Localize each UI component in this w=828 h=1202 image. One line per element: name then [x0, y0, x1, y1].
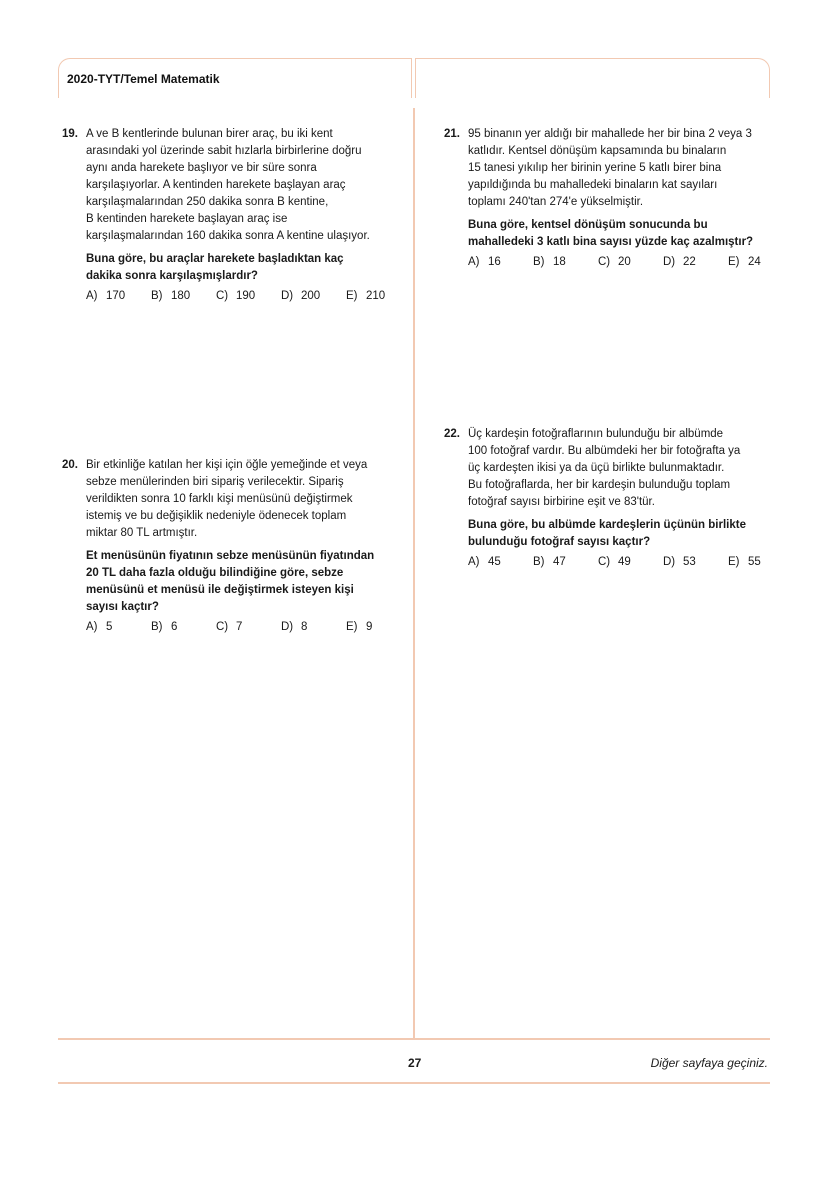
choice-letter: E) [728, 256, 740, 268]
choice-c[interactable] [598, 554, 631, 571]
choice-letter: C) [598, 556, 611, 568]
choice-d[interactable] [663, 254, 696, 271]
question-19 [62, 126, 407, 305]
choice-letter: A) [86, 621, 98, 633]
choice-letter: E) [346, 290, 358, 302]
footer-top-rule [58, 1038, 770, 1040]
choice-d[interactable] [281, 619, 307, 636]
choice-letter: A) [86, 290, 98, 302]
prompt-line: dakika sonra karşılaşmışlardır? [86, 270, 258, 282]
stem-line: sebze menülerinden biri sipariş verilecektir. Sipariş [86, 476, 344, 488]
choice-value: 200 [301, 290, 321, 302]
stem-line: istemiş ve bu değişiklik nedeniyle ödenecek toplam [86, 510, 347, 522]
prompt-line: sayısı kaçtır? [86, 601, 159, 613]
choice-b[interactable] [151, 288, 190, 305]
choice-letter: A) [468, 256, 480, 268]
exam-title: 2020-TYT/Temel Matematik [67, 72, 220, 86]
choice-value: 55 [748, 556, 761, 568]
stem-line: karşılaşıyorlar. A kentinden harekete başlayan araç [86, 179, 346, 191]
choice-value: 22 [683, 256, 696, 268]
stem-line: katlıdır. Kentsel dönüşüm kapsamında bu binaların [468, 145, 727, 157]
prompt-line: Buna göre, kentsel dönüşüm sonucunda bu [468, 219, 708, 231]
choice-letter: E) [728, 556, 740, 568]
choice-b[interactable] [151, 619, 177, 636]
choice-letter: C) [216, 621, 229, 633]
question-number: 22. [444, 428, 460, 440]
prompt-line: mahalledeki 3 katlı bina sayısı yüzde kaç azalmıştır? [468, 236, 754, 248]
column-divider [413, 108, 415, 1038]
question-22 [444, 426, 789, 571]
answer-choices [468, 554, 789, 571]
stem-line: Bu fotoğraflarda, her bir kardeşin bulunduğu toplam [468, 479, 731, 491]
choice-letter: B) [151, 290, 163, 302]
choice-value: 20 [618, 256, 631, 268]
stem-line: Üç kardeşin fotoğraflarının bulunduğu bir albümde [468, 428, 724, 440]
choice-a[interactable] [468, 554, 501, 571]
question-stem [86, 457, 407, 542]
stem-line: aynı anda harekete başlıyor ve bir süre sonra [86, 162, 317, 174]
stem-line: karşılaşmalarından 250 dakika sonra B kentine, [86, 196, 329, 208]
stem-line: fotoğraf sayısı birbirine eşit ve 83'tür. [468, 496, 655, 508]
prompt-line: Buna göre, bu araçlar harekete başladıktan kaç [86, 253, 344, 265]
answer-choices [468, 254, 789, 271]
choice-value: 9 [366, 621, 373, 633]
prompt-line: menüsünü et menüsü ile değiştirmek isteyen kişi [86, 584, 354, 596]
question-number: 21. [444, 128, 460, 140]
stem-line: B kentinden harekete başlayan araç ise [86, 213, 288, 225]
stem-line: toplamı 240'tan 274'e yükselmiştir. [468, 196, 644, 208]
question-stem [468, 426, 789, 511]
choice-a[interactable] [468, 254, 501, 271]
footer-bottom-rule [58, 1082, 770, 1084]
choice-c[interactable] [216, 619, 242, 636]
choice-a[interactable] [86, 288, 125, 305]
stem-line: arasındaki yol üzerinde sabit hızlarla birbirlerine doğru [86, 145, 362, 157]
prompt-line: 20 TL daha fazla olduğu bilindiğine göre, sebze [86, 567, 344, 579]
header-left-box [58, 58, 412, 98]
choice-value: 6 [171, 621, 178, 633]
choice-c[interactable] [216, 288, 255, 305]
question-stem [86, 126, 407, 245]
prompt-line: bulunduğu fotoğraf sayısı kaçtır? [468, 536, 651, 548]
choice-value: 190 [236, 290, 256, 302]
question-prompt [86, 548, 407, 616]
choice-letter: E) [346, 621, 358, 633]
question-prompt [468, 217, 789, 251]
stem-line: karşılaşmalarından 160 dakika sonra A kentine ulaşıyor. [86, 230, 370, 242]
next-page-note: Diğer sayfaya geçiniz. [650, 1056, 768, 1070]
choice-value: 49 [618, 556, 631, 568]
header-right-box [415, 58, 770, 98]
choice-letter: D) [663, 256, 676, 268]
choice-d[interactable] [281, 288, 320, 305]
choice-value: 16 [488, 256, 501, 268]
choice-letter: C) [216, 290, 229, 302]
choice-value: 8 [301, 621, 308, 633]
choice-c[interactable] [598, 254, 631, 271]
question-number: 20. [62, 459, 78, 471]
choice-value: 47 [553, 556, 566, 568]
stem-line: verildikten sonra 10 farklı kişi menüsünü değiştirmek [86, 493, 353, 505]
question-20 [62, 457, 407, 636]
choice-letter: D) [281, 290, 294, 302]
question-prompt [468, 517, 789, 551]
choice-a[interactable] [86, 619, 112, 636]
stem-line: üç kardeşten ikisi ya da üçü birlikte bulunmaktadır. [468, 462, 725, 474]
stem-line: A ve B kentlerinde bulunan birer araç, bu iki kent [86, 128, 333, 140]
stem-line: 100 fotoğraf vardır. Bu albümdeki her bir fotoğrafta ya [468, 445, 741, 457]
page-number: 27 [408, 1056, 422, 1070]
prompt-line: Buna göre, bu albümde kardeşlerin üçünün birlikte [468, 519, 746, 531]
answer-choices [86, 288, 407, 305]
question-stem [468, 126, 789, 211]
question-21 [444, 126, 789, 271]
choice-e[interactable] [346, 288, 385, 305]
choice-e[interactable] [728, 254, 761, 271]
choice-e[interactable] [346, 619, 372, 636]
answer-choices [86, 619, 407, 636]
choice-value: 53 [683, 556, 696, 568]
choice-letter: B) [533, 256, 545, 268]
choice-b[interactable] [533, 254, 566, 271]
stem-line: 15 tanesi yıkılıp her birinin yerine 5 katlı birer bina [468, 162, 722, 174]
choice-letter: D) [663, 556, 676, 568]
choice-b[interactable] [533, 554, 566, 571]
stem-line: miktar 80 TL artmıştır. [86, 527, 198, 539]
stem-line: 95 binanın yer aldığı bir mahallede her bir bina 2 veya 3 [468, 128, 752, 140]
stem-line: Bir etkinliğe katılan her kişi için öğle yemeğinde et veya [86, 459, 368, 471]
choice-value: 5 [106, 621, 113, 633]
question-number: 19. [62, 128, 78, 140]
choice-letter: B) [151, 621, 163, 633]
prompt-line: Et menüsünün fiyatının sebze menüsünün fiyatından [86, 550, 375, 562]
choice-value: 7 [236, 621, 243, 633]
question-prompt [86, 251, 407, 285]
choice-e[interactable] [728, 554, 761, 571]
choice-value: 170 [106, 290, 126, 302]
choice-d[interactable] [663, 554, 696, 571]
choice-letter: B) [533, 556, 545, 568]
choice-letter: C) [598, 256, 611, 268]
choice-value: 24 [748, 256, 761, 268]
choice-value: 180 [171, 290, 191, 302]
choice-value: 18 [553, 256, 566, 268]
choice-value: 210 [366, 290, 386, 302]
stem-line: yapıldığında bu mahalledeki binaların kat sayıları [468, 179, 718, 191]
choice-value: 45 [488, 556, 501, 568]
choice-letter: A) [468, 556, 480, 568]
choice-letter: D) [281, 621, 294, 633]
